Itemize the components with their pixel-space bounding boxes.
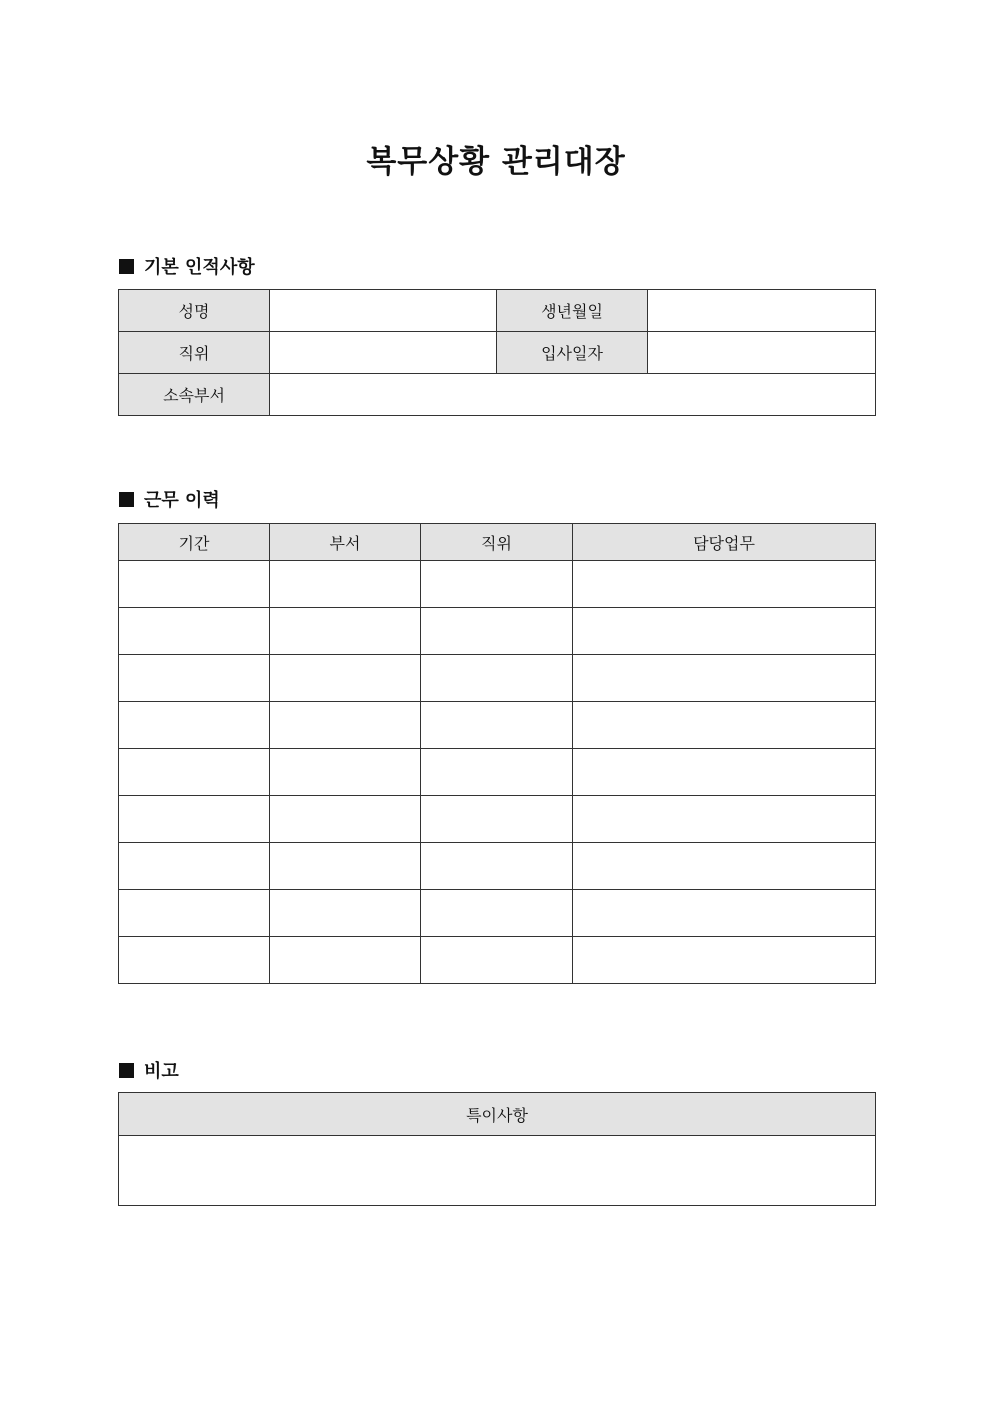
- position-field[interactable]: [270, 332, 497, 374]
- career-cell[interactable]: [270, 749, 421, 796]
- career-cell[interactable]: [421, 749, 573, 796]
- table-row: [119, 796, 876, 843]
- name-label: 성명: [119, 290, 270, 332]
- career-cell[interactable]: [119, 655, 270, 702]
- section-heading-career: [119, 486, 220, 512]
- section-heading-label: 비고: [144, 1061, 179, 1082]
- career-cell[interactable]: [573, 749, 876, 796]
- table-row: [119, 749, 876, 796]
- table-row: [119, 937, 876, 984]
- table-row: [119, 1136, 876, 1206]
- table-row: [119, 561, 876, 608]
- career-cell[interactable]: [421, 890, 573, 937]
- name-field[interactable]: [270, 290, 497, 332]
- position-label: 직위: [119, 332, 270, 374]
- table-row: [119, 332, 876, 374]
- section-heading-remarks: [119, 1057, 179, 1083]
- career-cell[interactable]: [573, 561, 876, 608]
- department-field[interactable]: [270, 374, 876, 416]
- career-cell[interactable]: [270, 796, 421, 843]
- career-cell[interactable]: [119, 890, 270, 937]
- career-cell[interactable]: [119, 749, 270, 796]
- birth-date-label: 생년월일: [497, 290, 648, 332]
- career-cell[interactable]: [119, 796, 270, 843]
- table-header-row: [119, 1093, 876, 1136]
- birth-date-field[interactable]: [648, 290, 876, 332]
- career-cell[interactable]: [573, 796, 876, 843]
- career-cell[interactable]: [421, 608, 573, 655]
- hire-date-label: 입사일자: [497, 332, 648, 374]
- career-cell[interactable]: [421, 702, 573, 749]
- basic-info-table: [118, 289, 876, 416]
- table-row: [119, 374, 876, 416]
- career-cell[interactable]: [421, 561, 573, 608]
- career-cell[interactable]: [270, 843, 421, 890]
- career-cell[interactable]: [421, 796, 573, 843]
- career-cell[interactable]: [119, 561, 270, 608]
- career-cell[interactable]: [421, 937, 573, 984]
- career-cell[interactable]: [119, 843, 270, 890]
- column-header-department: 부서: [270, 524, 421, 561]
- career-cell[interactable]: [421, 655, 573, 702]
- page-title: 복무상황 관리대장: [366, 144, 626, 180]
- section-heading-basic: [119, 253, 255, 279]
- table-row: [119, 608, 876, 655]
- table-row: [119, 655, 876, 702]
- career-cell[interactable]: [270, 561, 421, 608]
- career-cell[interactable]: [119, 937, 270, 984]
- career-cell[interactable]: [119, 608, 270, 655]
- table-row: [119, 843, 876, 890]
- section-heading-label: 근무 이력: [144, 490, 220, 511]
- column-header-duties: 담당업무: [573, 524, 876, 561]
- department-label: 소속부서: [119, 374, 270, 416]
- table-header-row: [119, 524, 876, 561]
- career-cell[interactable]: [270, 890, 421, 937]
- career-cell[interactable]: [573, 702, 876, 749]
- column-header-position: 직위: [421, 524, 573, 561]
- section-heading-label: 기본 인적사항: [144, 257, 255, 278]
- career-cell[interactable]: [270, 655, 421, 702]
- square-bullet-icon: [119, 259, 134, 274]
- career-cell[interactable]: [119, 702, 270, 749]
- column-header-period: 기간: [119, 524, 270, 561]
- career-cell[interactable]: [270, 937, 421, 984]
- career-cell[interactable]: [270, 702, 421, 749]
- career-cell[interactable]: [573, 843, 876, 890]
- table-row: [119, 702, 876, 749]
- career-cell[interactable]: [573, 937, 876, 984]
- career-cell[interactable]: [573, 608, 876, 655]
- square-bullet-icon: [119, 492, 134, 507]
- career-history-table: [118, 523, 876, 984]
- career-cell[interactable]: [573, 890, 876, 937]
- career-cell[interactable]: [270, 608, 421, 655]
- career-cell[interactable]: [573, 655, 876, 702]
- career-cell[interactable]: [421, 843, 573, 890]
- table-row: [119, 290, 876, 332]
- special-notes-header: 특이사항: [119, 1093, 876, 1136]
- table-row: [119, 890, 876, 937]
- special-notes-field[interactable]: [119, 1136, 876, 1206]
- square-bullet-icon: [119, 1063, 134, 1078]
- hire-date-field[interactable]: [648, 332, 876, 374]
- remarks-table: [118, 1092, 876, 1206]
